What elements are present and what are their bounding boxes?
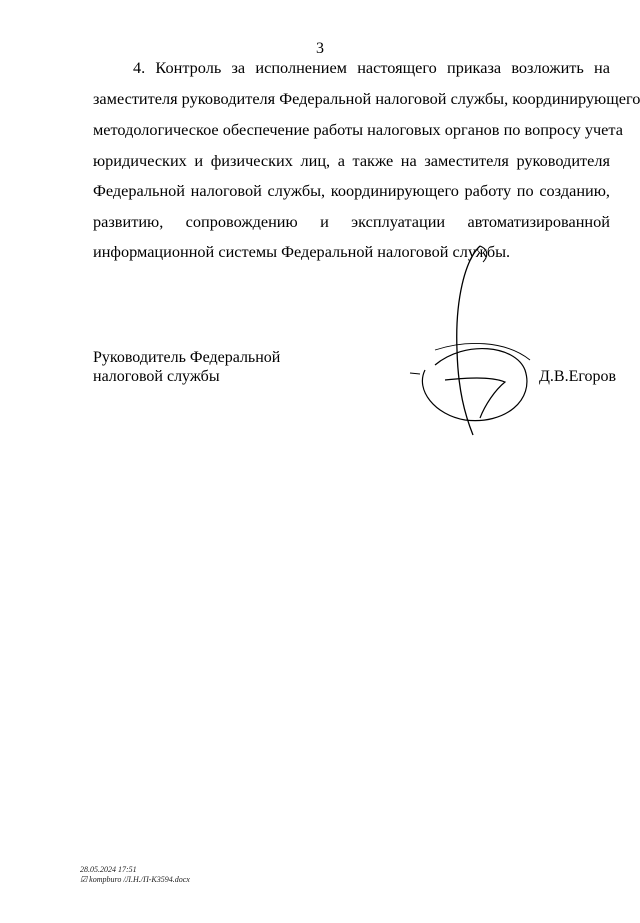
- signatory-title: [93, 348, 280, 386]
- signatory-name: Д.В.Егоров: [539, 368, 617, 385]
- handwritten-signature: [395, 240, 545, 440]
- page-number: 3: [316, 40, 324, 57]
- footer-datetime: 28.05.2024 17:51: [80, 865, 137, 874]
- document-footer: [80, 865, 190, 885]
- paragraph-line: информационной системы Федеральной налоговой службы.: [93, 242, 511, 261]
- paragraph-line: методологическое обеспечение работы налоговых органов по вопросу учета: [93, 120, 623, 139]
- paragraph-line: заместителя руководителя Федеральной налоговой службы, координирующего: [93, 89, 640, 108]
- paragraph-line: Федеральной налоговой службы, координирующего работу по созданию,: [93, 181, 610, 200]
- signatory-title-line: налоговой службы: [93, 368, 220, 385]
- paragraph-line: развитию, сопровождению и эксплуатации автоматизированной: [93, 212, 610, 231]
- signatory-title-line: Руководитель Федеральной: [93, 349, 281, 366]
- paragraph-line: 4. Контроль за исполнением настоящего приказа возложить на: [133, 58, 610, 77]
- paragraph-line: юридических и физических лиц, а также на заместителя руководителя: [93, 151, 610, 170]
- footer-filename: ☑ kompburo /Л.Н./П-К3594.docx: [80, 875, 190, 884]
